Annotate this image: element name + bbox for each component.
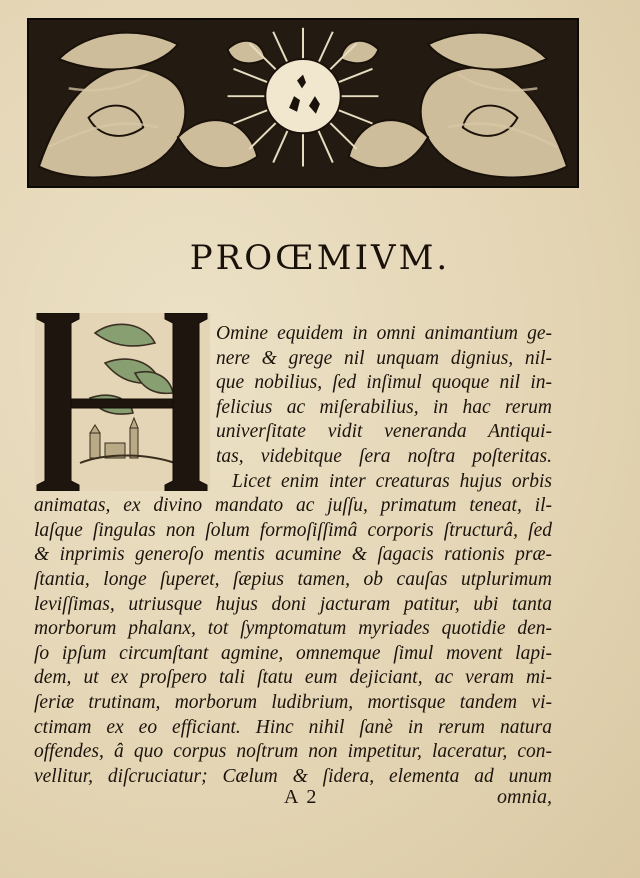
text-line: vellitur, diſcruciatur; Cælum & ſidera, elementa ad unum bbox=[34, 765, 552, 787]
text-line: offendes, â quo corpus noſtrum non impetitur, laceratur, con- bbox=[34, 741, 552, 763]
text-line: univerſitate vidit veneranda Antiqui- bbox=[216, 421, 552, 443]
text-line: Licet enim inter creaturas hujus orbis bbox=[232, 470, 552, 492]
sun-and-foliage-ornament bbox=[29, 20, 577, 186]
text-line: ſeriæ trutinam, morborum ludibrium, mortisque tandem vi- bbox=[34, 692, 552, 713]
text-line: tas, videbitque ſera noſtra poſteritas. bbox=[216, 446, 552, 467]
text-line: Omine equidem in omni animantium ge- bbox=[216, 323, 552, 344]
text-line: felicius ac miſerabilius, in hac rerum bbox=[216, 396, 552, 418]
decorative-headpiece bbox=[27, 18, 579, 188]
text-line: ſo ipſum circumſtant agmine, omnemque ſimul movent lapi- bbox=[34, 642, 552, 664]
text-line: que nobilius, ſed inſimul quoque nil in- bbox=[216, 372, 552, 394]
text-line: morborum phalanx, tot ſymptomatum myriades quotidie den- bbox=[34, 618, 552, 640]
decorated-initial-letter bbox=[35, 313, 210, 491]
initial-h-woodcut bbox=[35, 313, 210, 491]
catchword: omnia, bbox=[497, 786, 552, 808]
page-title: PROŒMIVM. bbox=[189, 238, 451, 278]
text-line: laſque ſingulas non ſolum formoſiſſimâ corporis ſtructurâ, ſed bbox=[34, 519, 552, 541]
text-line: ſtantia, longe ſuperet, ſæpius tamen, ob cauſas utplurimum bbox=[34, 569, 552, 590]
signature-mark: A 2 bbox=[284, 786, 319, 808]
text-line: & inprimis generoſo mentis acumine & ſagacis rationis præ- bbox=[34, 544, 552, 566]
text-line: animatas, ex divino mandato ac juſſu, primatum teneat, il- bbox=[34, 495, 552, 517]
text-line: nere & grege nil unquam dignius, nil- bbox=[216, 347, 552, 369]
text-line: dem, ut ex proſpero tali ſtatu eum dejiciant, ac veram mi- bbox=[34, 667, 552, 689]
text-line: ctimam ex eo efficiant. Hinc nihil ſanè in rerum natura bbox=[34, 716, 552, 738]
text-line: leviſſimas, utriusque hujus doni jacturam patitur, ubi tanta bbox=[34, 593, 552, 615]
